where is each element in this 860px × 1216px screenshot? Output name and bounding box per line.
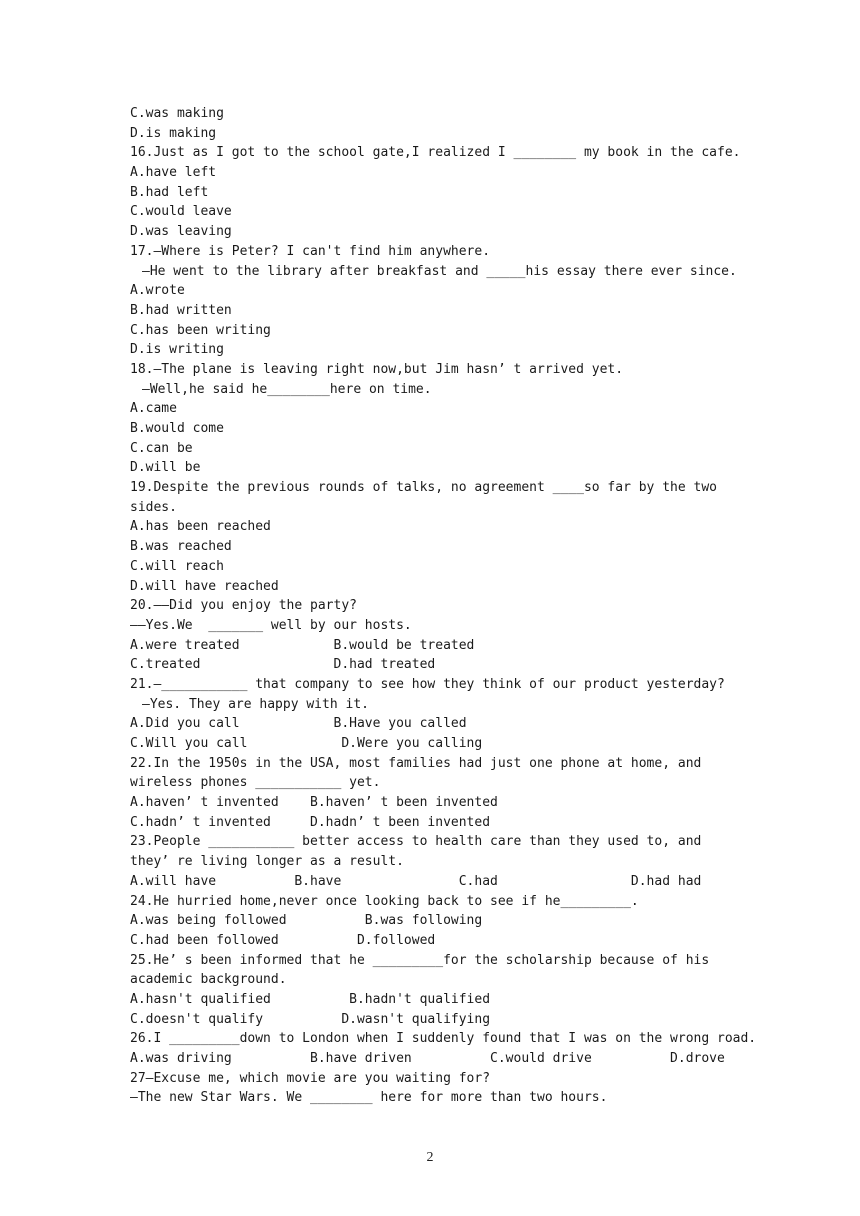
text-line: B.had written [130,302,232,318]
text-line: D.will be [130,460,201,476]
text-line: B.was reached [130,539,232,555]
text-line: —He went to the library after breakfast and _____his essay there ever since. [142,263,737,279]
text-line: A.have left [130,165,217,181]
text-line: 17.—Where is Peter? I can't find him anywhere. [130,243,491,259]
text-line: —Yes. They are happy with it. [142,696,369,712]
text-line: C.can be [130,440,193,456]
text-line: wireless phones ___________ yet. [130,775,381,791]
text-line: A.was driving B.have driven C.would drive D.drove [130,1051,725,1066]
text-line: A.were treated B.would be treated [130,637,475,653]
text-line: academic background. [130,972,287,988]
text-line: D.will have reached [130,578,279,594]
text-line: B.would come [130,421,224,436]
text-line: A.haven’ t invented B.haven’ t been invented [130,795,498,811]
text-line: 26.I _________down to London when I suddenly found that I was on the wrong road. [130,1031,757,1047]
text-line: A.will have B.have C.had D.had had [130,873,702,889]
question-text-block [130,104,770,1108]
text-line: D.is writing [130,342,224,358]
text-line: A.Did you call B.Have you called [130,716,467,732]
text-line: A.has been reached [130,519,271,535]
text-line: 22.In the 1950s in the USA, most families had just one phone at home, and [130,755,702,771]
text-line: D.was leaving [130,224,232,240]
text-line: C.had been followed D.followed [130,932,436,948]
page-number: 2 [426,1150,434,1165]
text-line: 19.Despite the previous rounds of talks, no agreement ____so far by the two [130,480,717,496]
text-line: 16.Just as I got to the school gate,I realized I ________ my book in the cafe. [130,145,741,161]
text-line: A.came [130,401,177,417]
text-line: C.will reach [130,558,224,574]
text-line: A.was being followed B.was following [130,913,483,929]
text-line: 20.——Did you enjoy the party? [130,598,357,614]
text-line: 18.—The plane is leaving right now,but Jim hasn’ t arrived yet. [130,361,624,377]
text-line: sides. [130,499,177,515]
text-line: 24.He hurried home,never once looking back to see if he_________. [130,893,639,909]
text-line: ——Yes.We _______ well by our hosts. [130,617,412,633]
text-line: D.is making [130,125,217,141]
text-line: C.hadn’ t invented D.hadn’ t been invented [130,814,491,830]
text-line: 27—Excuse me, which movie are you waiting for? [130,1070,491,1086]
text-line: —Well,he said he________here on time. [142,381,432,397]
text-line: C.has been writing [130,322,271,338]
text-line: they’ re living longer as a result. [130,854,404,870]
text-line: C.doesn't qualify D.wasn't qualifying [130,1011,491,1027]
text-line: A.wrote [130,283,185,299]
text-line: C.Will you call D.Were you calling [130,736,483,751]
text-line: B.had left [130,184,209,200]
text-line: C.treated D.had treated [130,657,436,673]
text-line: —The new Star Wars. We ________ here for more than two hours. [130,1090,608,1106]
text-line: 23.People ___________ better access to health care than they used to, and [130,834,702,850]
text-line: A.hasn't qualified B.hadn't qualified [130,991,491,1007]
text-line: C.was making [130,106,224,121]
text-line: 25.He’ s been informed that he _________for the scholarship because of his [130,952,710,968]
text-line: 21.—___________ that company to see how they think of our product yesterday? [130,676,725,692]
text-line: C.would leave [130,204,232,220]
